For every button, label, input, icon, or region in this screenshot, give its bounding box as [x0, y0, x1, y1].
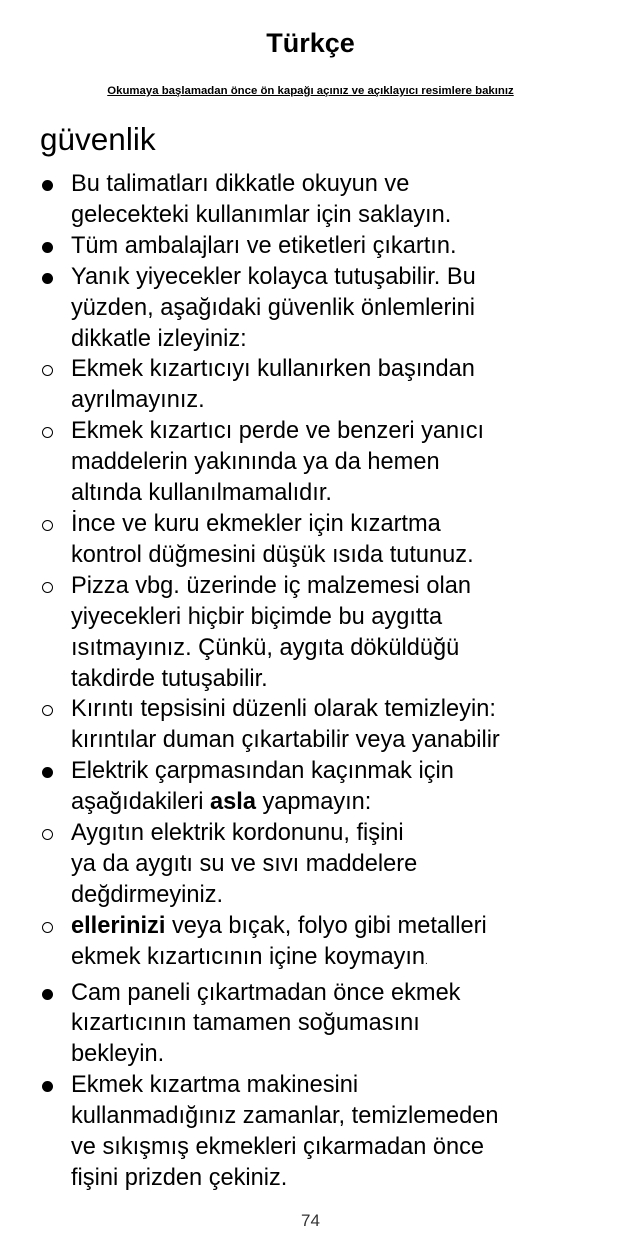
safety-subitem: ellerinizi veya bıçak, folyo gibi metalleri ekmek kızartıcının içine koymayın. — [40, 911, 615, 978]
safety-item: Yanık yiyecekler kolayca tutuşabilir. Bu yüzden, aşağıdaki güvenlik önlemlerini dikkatle izleyiniz: — [40, 262, 615, 355]
hollow-bullet-icon — [42, 582, 53, 593]
safety-list — [40, 169, 615, 1194]
emphasis-text: asla — [210, 789, 256, 816]
section-title: güvenlik — [40, 121, 156, 157]
safety-item: Ekmek kızartma makinesini kullanmadığınız zamanlar, temizlemeden ve sıkışmış ekmekleri çıkarmadan önce fişini prizden çekiniz. — [40, 1070, 615, 1194]
language-title: Türkçe — [266, 28, 355, 58]
safety-subitem: Aygıtın elektrik kordonunu, fişini ya da aygıtı su ve sıvı maddelere değdirmeyiniz. — [40, 818, 615, 911]
safety-item: Bu talimatları dikkatle okuyun ve gelecekteki kullanımlar için saklayın. — [40, 169, 615, 231]
safety-subitem: Pizza vbg. üzerinde iç malzemesi olan yiyecekleri hiçbir biçimde bu aygıtta ısıtmayınız. Çünkü, aygıta döküldüğü takdirde tutuşabilir. — [40, 571, 615, 695]
safety-item: Tüm ambalajları ve etiketleri çıkartın. — [40, 231, 615, 262]
safety-subitem: Kırıntı tepsisini düzenli olarak temizleyin: kırıntılar duman çıkartabilir veya yanabilir — [40, 694, 615, 756]
filled-bullet-icon — [42, 1081, 53, 1092]
safety-item: Elektrik çarpmasından kaçınmak için aşağıdakileri asla yapmayın: — [40, 756, 615, 818]
hollow-bullet-icon — [42, 427, 53, 438]
hollow-bullet-icon — [42, 520, 53, 531]
filled-bullet-icon — [42, 767, 53, 778]
filled-bullet-icon — [42, 273, 53, 284]
instruction-note: Okumaya başlamadan önce ön kapağı açınız ve açıklayıcı resimlere bakınız — [107, 85, 514, 97]
filled-bullet-icon — [42, 242, 53, 253]
emphasis-text: ellerinizi — [71, 912, 166, 939]
hollow-bullet-icon — [42, 922, 53, 933]
hollow-bullet-icon — [42, 705, 53, 716]
hollow-bullet-icon — [42, 365, 53, 376]
safety-subitem: Ekmek kızartıcıyı kullanırken başından ayrılmayınız. — [40, 354, 615, 416]
filled-bullet-icon — [42, 989, 53, 1000]
filled-bullet-icon — [42, 180, 53, 191]
safety-item: Cam paneli çıkartmadan önce ekmek kızartıcının tamamen soğumasını bekleyin. — [40, 978, 615, 1071]
page-number: 74 — [301, 1211, 320, 1230]
safety-subitem: İnce ve kuru ekmekler için kızartma kontrol düğmesini düşük ısıda tutunuz. — [40, 509, 615, 571]
safety-subitem: Ekmek kızartıcı perde ve benzeri yanıcı maddelerin yakınında ya da hemen altında kullanılmamalıdır. — [40, 416, 615, 509]
hollow-bullet-icon — [42, 829, 53, 840]
